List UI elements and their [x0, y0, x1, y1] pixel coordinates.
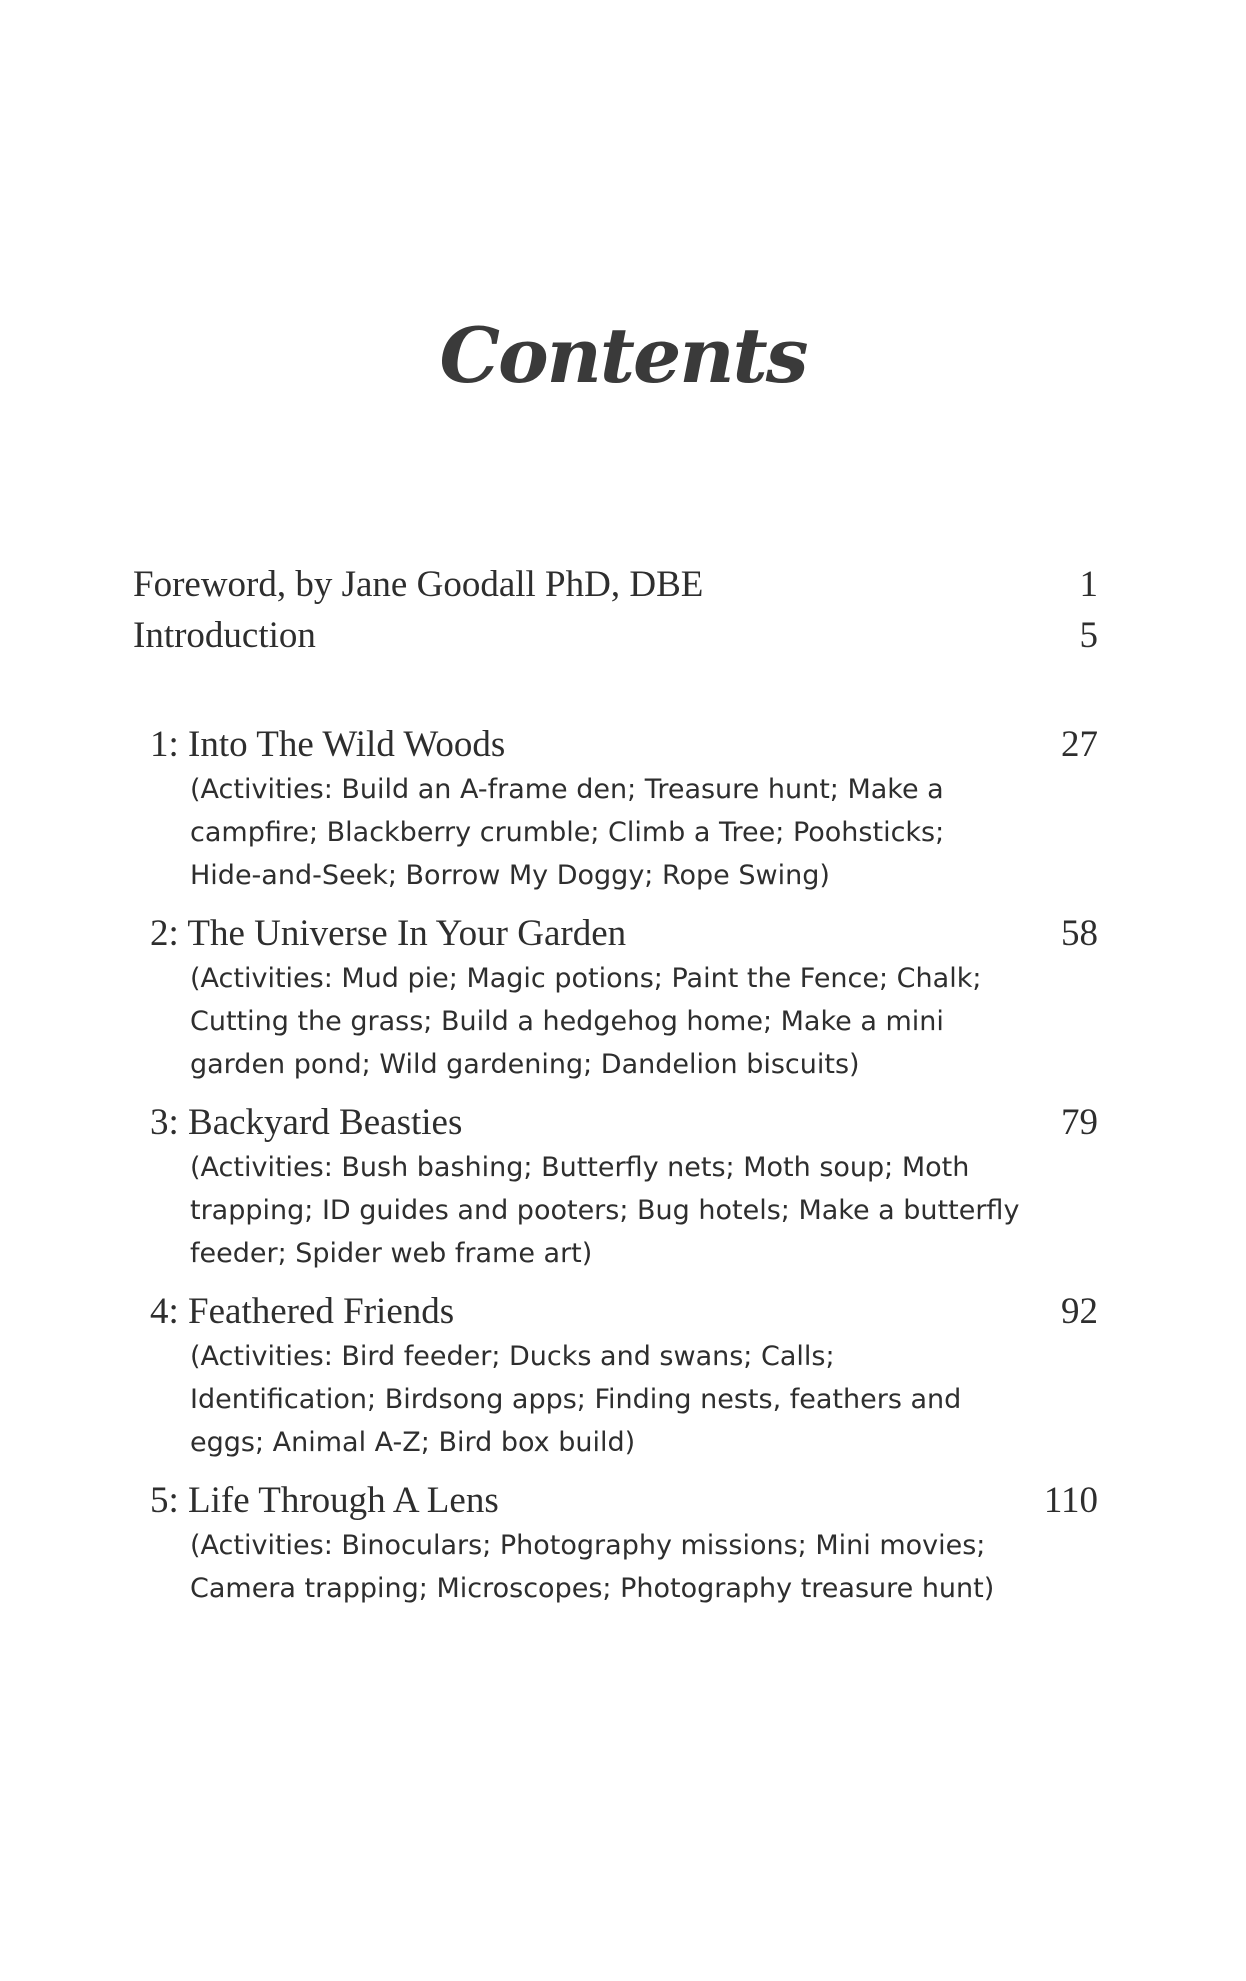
chapter-page: 58 [1061, 913, 1098, 954]
chapter-title: 3: Backyard Beasties [150, 1102, 463, 1143]
chapter-title: 2: The Universe In Your Garden [150, 913, 627, 954]
chapter-page: 27 [1061, 724, 1098, 765]
chapter-activities: (Activities: Bush bashing; Butterfly nets; Moth soup; Moth trapping; ID guides and pooters; Bug hotels; Make a butterfly feeder; Spider web frame art) [190, 1152, 1020, 1269]
chapter-title: 1: Into The Wild Woods [150, 724, 506, 765]
chapter-activities: (Activities: Binoculars; Photography missions; Mini movies; Camera trapping; Microscopes; Photography treasure hunt) [190, 1530, 995, 1604]
chapter-activities: (Activities: Mud pie; Magic potions; Paint the Fence; Chalk; Cutting the grass; Build a hedgehog home; Make a mini garden pond; Wild gardening; Dandelion biscuits) [190, 963, 982, 1080]
chapter-activities: (Activities: Build an A-frame den; Treasure hunt; Make a campfire; Blackberry crumble; Climb a Tree; Poohsticks; Hide-and-Seek; Borrow My Doggy; Rope Swing) [190, 774, 945, 891]
chapter-page: 79 [1061, 1102, 1098, 1143]
toc-entry-label: Introduction [133, 615, 316, 656]
chapter-title: 4: Feathered Friends [150, 1291, 455, 1332]
page-title: Contents [439, 311, 807, 400]
toc-entry-label: Foreword, by Jane Goodall PhD, DBE [133, 564, 704, 605]
chapter-title: 5: Life Through A Lens [150, 1480, 499, 1521]
toc-entry-page: 5 [1079, 615, 1098, 656]
chapter-activities: (Activities: Bird feeder; Ducks and swans; Calls; Identification; Birdsong apps; Finding nests, feathers and eggs; Animal A-Z; Bird box build) [190, 1341, 962, 1458]
chapter-page: 110 [1043, 1480, 1098, 1521]
toc-entry-page: 1 [1079, 564, 1098, 605]
chapter-page: 92 [1061, 1291, 1098, 1332]
